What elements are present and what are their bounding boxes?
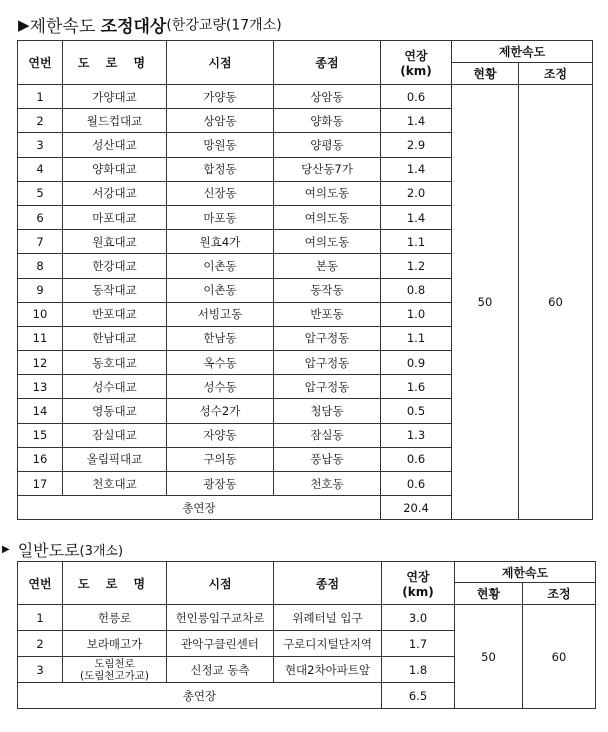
cell-start: 헌인릉입구교차로 bbox=[167, 605, 274, 631]
cell-road: 한강대교 bbox=[63, 254, 167, 278]
cell-start: 가양동 bbox=[167, 85, 274, 109]
table-row bbox=[18, 605, 596, 631]
cell-road: 보라매고가 bbox=[63, 631, 167, 657]
cell-end: 당산동7가 bbox=[274, 157, 381, 181]
cell-end: 반포동 bbox=[274, 302, 381, 326]
cell-end: 잠실동 bbox=[274, 423, 381, 447]
cell-length: 3.0 bbox=[382, 605, 455, 631]
cell-no: 2 bbox=[18, 631, 63, 657]
section1-title-b: 조정대상 bbox=[100, 17, 167, 37]
header-road: 도 로 명 bbox=[63, 41, 167, 85]
cell-road: 천호대교 bbox=[63, 472, 167, 496]
cell-no: 16 bbox=[18, 447, 63, 471]
cell-end: 동작동 bbox=[274, 278, 381, 302]
cell-speed-adjusted: 60 bbox=[519, 85, 593, 520]
cell-end: 압구정동 bbox=[274, 375, 381, 399]
cell-no: 2 bbox=[18, 109, 63, 133]
cell-length: 2.9 bbox=[381, 133, 452, 157]
cell-no: 1 bbox=[18, 605, 63, 631]
header-speed: 제한속도 bbox=[455, 562, 596, 583]
cell-no: 9 bbox=[18, 278, 63, 302]
cell-start: 원효4가 bbox=[167, 230, 274, 254]
cell-road: 서강대교 bbox=[63, 181, 167, 205]
cell-no: 8 bbox=[18, 254, 63, 278]
cell-length: 1.8 bbox=[382, 657, 455, 683]
cell-no: 5 bbox=[18, 181, 63, 205]
cell-road: 잠실대교 bbox=[63, 423, 167, 447]
cell-speed-current: 50 bbox=[455, 605, 523, 709]
cell-no: 15 bbox=[18, 423, 63, 447]
cell-length: 0.6 bbox=[381, 85, 452, 109]
cell-end: 여의도동 bbox=[274, 181, 381, 205]
cell-length: 2.0 bbox=[381, 181, 452, 205]
cell-end: 양화동 bbox=[274, 109, 381, 133]
cell-no: 3 bbox=[18, 657, 63, 683]
cell-length: 0.6 bbox=[381, 472, 452, 496]
total-length: 20.4 bbox=[381, 496, 452, 520]
cell-end: 압구정동 bbox=[274, 351, 381, 375]
cell-end: 양평동 bbox=[274, 133, 381, 157]
road-table bbox=[17, 561, 596, 709]
cell-start: 관악구클린센터 bbox=[167, 631, 274, 657]
cell-length: 0.8 bbox=[381, 278, 452, 302]
cell-road: 한남대교 bbox=[63, 326, 167, 350]
cell-road: 동작대교 bbox=[63, 278, 167, 302]
cell-end: 풍납동 bbox=[274, 447, 381, 471]
cell-length: 1.4 bbox=[381, 109, 452, 133]
cell-length: 1.0 bbox=[381, 302, 452, 326]
cell-start: 구의동 bbox=[167, 447, 274, 471]
cell-end: 천호동 bbox=[274, 472, 381, 496]
cell-length: 1.4 bbox=[381, 157, 452, 181]
cell-end: 압구정동 bbox=[274, 326, 381, 350]
cell-road: 영동대교 bbox=[63, 399, 167, 423]
cell-start: 마포동 bbox=[167, 205, 274, 229]
cell-road: 동호대교 bbox=[63, 351, 167, 375]
cell-road: 성산대교 bbox=[63, 133, 167, 157]
header-no: 연번 bbox=[18, 562, 63, 605]
header-current: 현황 bbox=[455, 583, 523, 605]
cell-start: 서빙고동 bbox=[167, 302, 274, 326]
cell-length: 1.1 bbox=[381, 326, 452, 350]
cell-no: 1 bbox=[18, 85, 63, 109]
header-adjusted: 조정 bbox=[519, 63, 593, 85]
cell-end: 본동 bbox=[274, 254, 381, 278]
header-end: 종점 bbox=[274, 562, 382, 605]
cell-no: 6 bbox=[18, 205, 63, 229]
cell-start: 옥수동 bbox=[167, 351, 274, 375]
cell-no: 12 bbox=[18, 351, 63, 375]
bridge-table bbox=[17, 40, 593, 520]
cell-road: 양화대교 bbox=[63, 157, 167, 181]
cell-length: 1.2 bbox=[381, 254, 452, 278]
cell-road-name: 도림천로 bbox=[94, 657, 135, 670]
triangle-icon: ▶ bbox=[18, 15, 30, 34]
header-length: 연장 (km) bbox=[381, 41, 452, 85]
header-current: 현황 bbox=[452, 63, 519, 85]
cell-start: 합정동 bbox=[167, 157, 274, 181]
cell-no: 14 bbox=[18, 399, 63, 423]
cell-no: 13 bbox=[18, 375, 63, 399]
cell-end: 청담동 bbox=[274, 399, 381, 423]
cell-start: 신정교 동측 bbox=[167, 657, 274, 683]
cell-end: 여의도동 bbox=[274, 205, 381, 229]
cell-road-sub: (도림천고가교) bbox=[79, 669, 150, 682]
header-road: 도 로 명 bbox=[63, 562, 167, 605]
table-row bbox=[18, 85, 593, 109]
header-length: 연장 (km) bbox=[382, 562, 455, 605]
cell-no: 4 bbox=[18, 157, 63, 181]
cell-road: 마포대교 bbox=[63, 205, 167, 229]
cell-no: 7 bbox=[18, 230, 63, 254]
cell-start: 자양동 bbox=[167, 423, 274, 447]
cell-road: 올림픽대교 bbox=[63, 447, 167, 471]
total-label: 총연장 bbox=[18, 683, 382, 709]
section2-title-a: 일반도로 bbox=[17, 541, 80, 560]
cell-length: 1.7 bbox=[382, 631, 455, 657]
cell-length: 1.1 bbox=[381, 230, 452, 254]
cell-road: 원효대교 bbox=[63, 230, 167, 254]
cell-speed-current: 50 bbox=[452, 85, 519, 520]
section1-title bbox=[18, 12, 282, 38]
cell-road bbox=[63, 657, 167, 683]
header-speed: 제한속도 bbox=[452, 41, 593, 63]
cell-no: 17 bbox=[18, 472, 63, 496]
cell-start: 신장동 bbox=[167, 181, 274, 205]
cell-speed-adjusted: 60 bbox=[523, 605, 596, 709]
cell-start: 성수동 bbox=[167, 375, 274, 399]
section1-title-c: (한강교량(17개소) bbox=[166, 17, 282, 34]
cell-road: 월드컵대교 bbox=[63, 109, 167, 133]
cell-road: 성수대교 bbox=[63, 375, 167, 399]
cell-length: 1.6 bbox=[381, 375, 452, 399]
total-label: 총연장 bbox=[18, 496, 381, 520]
cell-road: 가양대교 bbox=[63, 85, 167, 109]
cell-length: 0.9 bbox=[381, 351, 452, 375]
header-no: 연번 bbox=[18, 41, 63, 85]
section2-title-c: (3개소) bbox=[79, 544, 124, 559]
header-adjusted: 조정 bbox=[523, 583, 596, 605]
total-length: 6.5 bbox=[382, 683, 455, 709]
cell-end: 여의도동 bbox=[274, 230, 381, 254]
triangle-icon: ▶ bbox=[2, 544, 10, 555]
section1-title-a: 제한속도 bbox=[29, 17, 101, 37]
cell-end: 구로디지털단지역 bbox=[274, 631, 382, 657]
cell-start: 이촌동 bbox=[167, 254, 274, 278]
cell-no: 3 bbox=[18, 133, 63, 157]
header-start: 시점 bbox=[167, 562, 274, 605]
cell-end: 상암동 bbox=[274, 85, 381, 109]
header-start: 시점 bbox=[167, 41, 274, 85]
cell-road: 반포대교 bbox=[63, 302, 167, 326]
cell-end: 위례터널 입구 bbox=[274, 605, 382, 631]
cell-no: 10 bbox=[18, 302, 63, 326]
cell-start: 한남동 bbox=[167, 326, 274, 350]
cell-start: 상암동 bbox=[167, 109, 274, 133]
header-end: 종점 bbox=[274, 41, 381, 85]
cell-start: 성수2가 bbox=[167, 399, 274, 423]
cell-length: 0.5 bbox=[381, 399, 452, 423]
cell-no: 11 bbox=[18, 326, 63, 350]
cell-length: 0.6 bbox=[381, 447, 452, 471]
cell-length: 1.4 bbox=[381, 205, 452, 229]
cell-start: 광장동 bbox=[167, 472, 274, 496]
section2-title bbox=[2, 538, 123, 562]
cell-road: 헌릉로 bbox=[63, 605, 167, 631]
cell-start: 망원동 bbox=[167, 133, 274, 157]
cell-start: 이촌동 bbox=[167, 278, 274, 302]
cell-length: 1.3 bbox=[381, 423, 452, 447]
cell-end: 현대2차아파트앞 bbox=[274, 657, 382, 683]
